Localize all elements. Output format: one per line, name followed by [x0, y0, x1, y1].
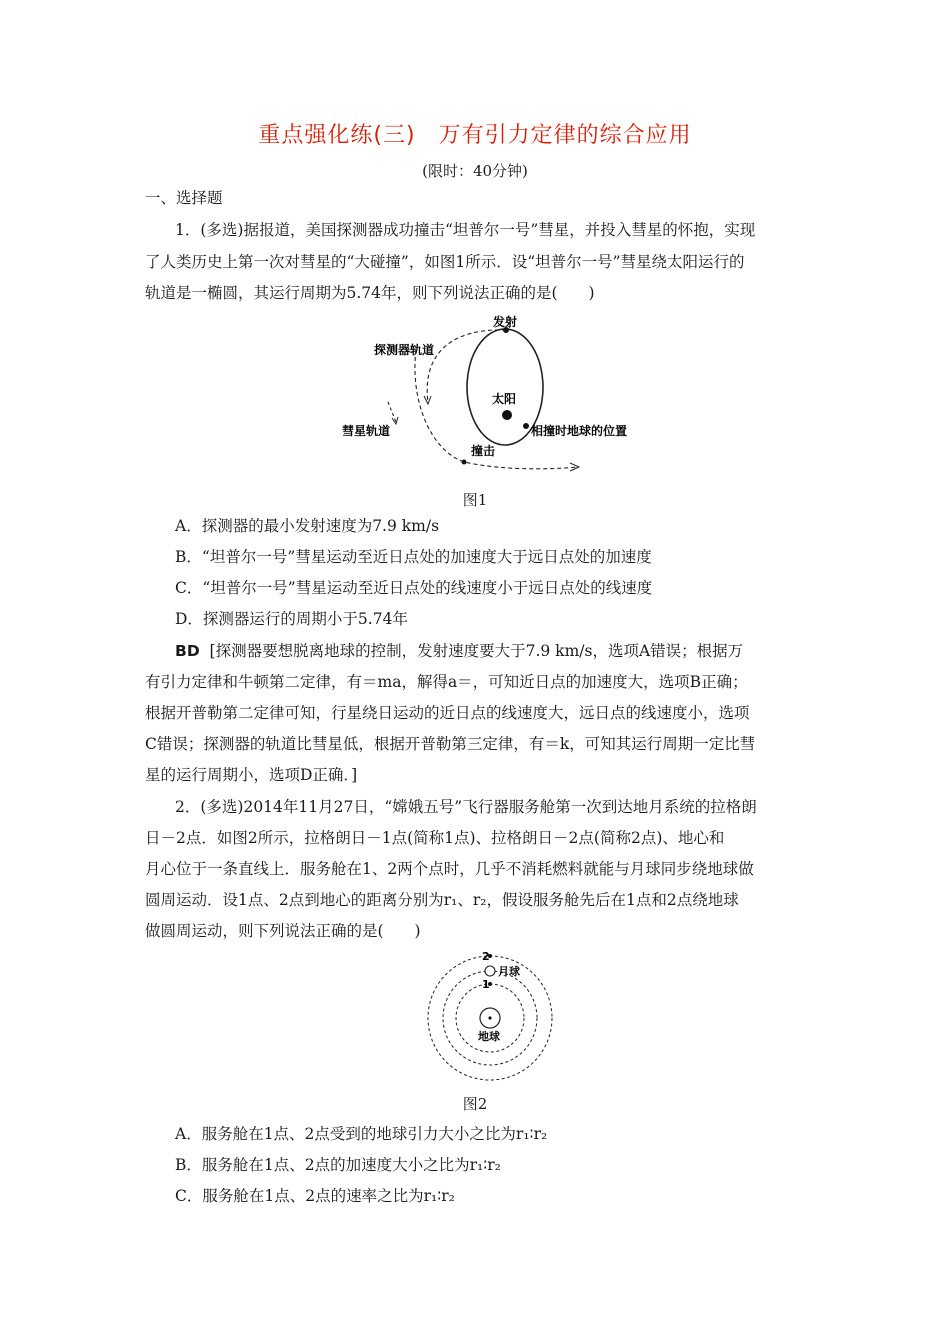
q1-option-a: A．探测器的最小发射速度为7.9 km/s — [175, 517, 440, 535]
q1-text-line-1: 1．(多选)据报道，美国探测器成功撞击“坦普尔一号”彗星，并投入彗星的怀抱，实现 — [175, 221, 756, 239]
q1-option-d: D．探测器运行的周期小于5.74年 — [175, 610, 408, 628]
q1-answer-key: BD — [175, 642, 200, 660]
q1-option-b: B．“坦普尔一号”彗星运动至近日点处的加速度大于远日点处的加速度 — [175, 548, 652, 566]
label-moon: 月球 — [498, 965, 520, 978]
label-point-1: 1 — [482, 978, 490, 991]
q2-text-line-3: 月心位于一条直线上．服务舱在1、2两个点时，几乎不消耗燃料就能与月球同步绕地球做 — [145, 860, 754, 878]
section-heading: 一、选择题 — [145, 189, 223, 207]
q2-option-c: C．服务舱在1点、2点的速率之比为r₁∶r₂ — [175, 1187, 455, 1205]
q1-option-c: C．“坦普尔一号”彗星运动至近日点处的线速度小于远日点处的线速度 — [175, 579, 653, 597]
label-earth-position: 相撞时地球的位置 — [531, 424, 628, 438]
label-comet-orbit: 彗星轨道 — [342, 424, 391, 438]
sun-dot — [502, 410, 512, 420]
q2-option-b: B．服务舱在1点、2点的加速度大小之比为r₁∶r₂ — [175, 1156, 501, 1174]
q1-answer-line-5: 星的运行周期小，选项D正确．] — [145, 766, 358, 784]
q2-option-a: A．服务舱在1点、2点受到的地球引力大小之比为r₁∶r₂ — [175, 1125, 548, 1143]
q1-answer-line-2: 有引力定律和牛顿第二定律，有＝ma，解得a＝，可知近日点的加速度大，选项B正确； — [145, 673, 748, 691]
comet-orbit-path — [415, 350, 578, 469]
page-title: 重点强化练(三) 万有引力定律的综合应用 — [258, 123, 692, 148]
q1-text-line-2: 了人类历史上第一次对彗星的“大碰撞”，如图1所示．设“坦普尔一号”彗星绕太阳运行的 — [145, 253, 745, 271]
figure-1-caption: 图1 — [462, 491, 488, 509]
label-sun: 太阳 — [492, 392, 517, 406]
label-impact: 撞击 — [471, 444, 496, 458]
q2-text-line-4: 圆周运动．设1点、2点到地心的距离分别为r₁、r₂，假设服务舱先后在1点和2点绕地球 — [145, 891, 739, 909]
q1-text-line-3: 轨道是一椭圆，其运行周期为5.74年，则下列说法正确的是( ) — [145, 284, 595, 302]
label-probe-orbit: 探测器轨道 — [374, 343, 435, 357]
label-point-2: 2 — [482, 950, 490, 963]
label-launch: 发射 — [493, 315, 518, 329]
q1-answer-text-1: [探测器要想脱离地球的控制，发射速度要大于7.9 km/s，选项A错误；根据万 — [209, 642, 744, 660]
q2-text-line-2: 日－2点．如图2所示，拉格朗日－1点(简称1点)、拉格朗日－2点(简称2点)、地心和 — [145, 829, 725, 847]
figure-2-caption: 图2 — [462, 1095, 488, 1113]
figure-2-lagrange-diagram — [405, 950, 575, 1090]
q1-answer-line-4: C错误；探测器的轨道比彗星低，根据开普勒第三定律，有＝k，可知其运行周期一定比彗 — [145, 735, 756, 753]
earth-point — [523, 423, 529, 429]
q1-answer-line-1 — [175, 641, 845, 661]
q1-answer-line-3: 根据开普勒第二定律可知，行星绕日运动的近日点的线速度大，远日点的线速度小，选项 — [145, 704, 750, 722]
time-limit: (限时：40分钟) — [422, 162, 528, 180]
q2-text-line-5: 做圆周运动，则下列说法正确的是( ) — [145, 922, 421, 940]
q2-text-line-1: 2．(多选)2014年11月27日，“嫦娥五号”飞行器服务舱第一次到达地月系统的拉格朗 — [175, 798, 757, 816]
earth-center-dot — [488, 1016, 491, 1019]
label-earth: 地球 — [478, 1030, 500, 1043]
figure-1-orbit-diagram — [330, 310, 650, 475]
impact-point — [462, 460, 467, 465]
moon-circle — [485, 966, 495, 976]
